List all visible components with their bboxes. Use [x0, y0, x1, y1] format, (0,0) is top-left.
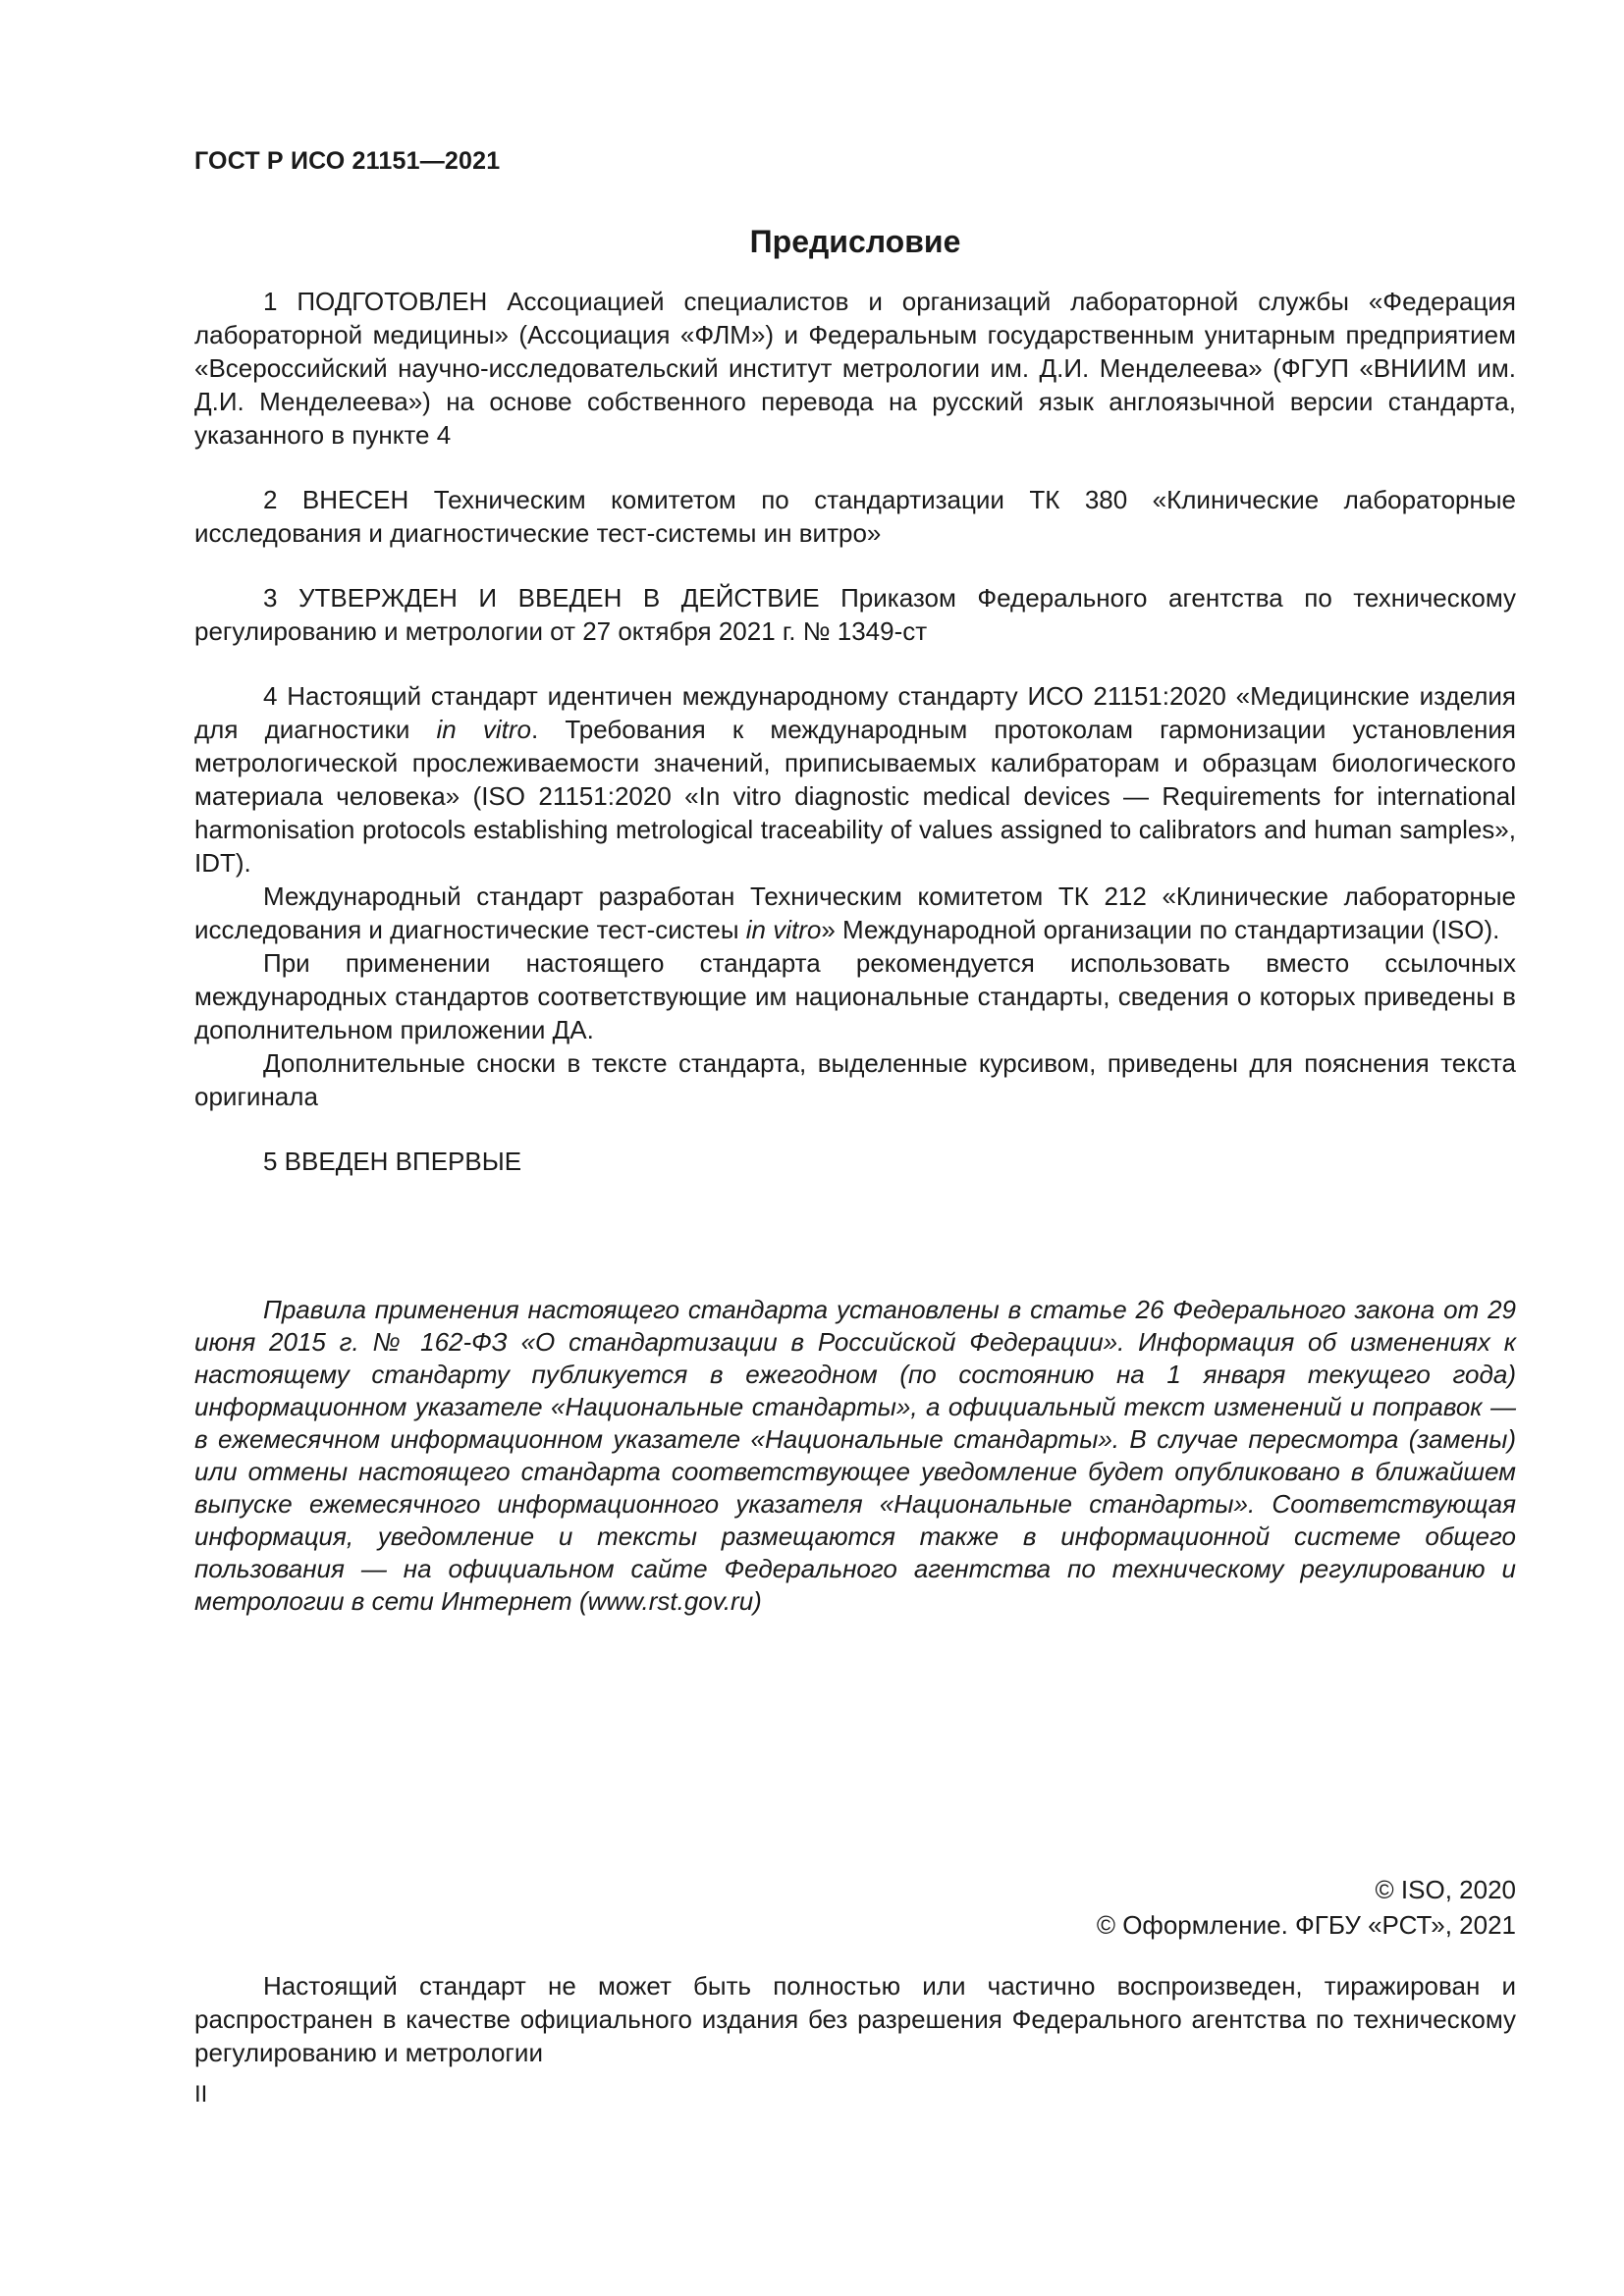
section-4-footnotes: Дополнительные сноски в тексте стандарта, выделенные курсивом, приведены для пояснения текста оригинала	[194, 1048, 1516, 1111]
section-4-national-standards: При применении настоящего стандарта рекомендуется использовать вместо ссылочных международных стандартов соответствующие им национальные стандарты, сведения о которых приведены в дополнительном приложении ДА.	[194, 948, 1516, 1044]
page-title: Предисловие	[749, 224, 961, 259]
section-4-committee	[194, 880, 1516, 946]
page-number: II	[194, 2081, 208, 2108]
document-code: ГОСТ Р ИСО 21151—2021	[194, 147, 501, 175]
committee-text-a: Международный стандарт разработан Техническим комитетом ТК 212 «Клинические лабораторные исследования и диагностические тест-систеы	[194, 881, 1516, 944]
section-5-first-time: 5 ВВЕДЕН ВПЕРВЫЕ	[263, 1147, 522, 1176]
section-2-introduced: 2 ВНЕСЕН Техническим комитетом по стандартизации ТК 380 «Клинические лабораторные исследования и диагностические тест-системы ин витро»	[194, 485, 1516, 548]
section-3-approved: 3 УТВЕРЖДЕН И ВВЕДЕН В ДЕЙСТВИЕ Приказом Федерального агентства по техническому регулированию и метрологии от 27 октября 2021 г. № 1349-ст	[194, 583, 1516, 646]
section-4-text-a: 4 Настоящий стандарт идентичен международному стандарту ИСО 21151:2020 «Медицинские изделия для диагностики	[194, 681, 1516, 744]
section-4-italic: in vitro	[436, 715, 531, 744]
copyright-rst: © Оформление. ФГБУ «РСТ», 2021	[1096, 1910, 1516, 1940]
copyright-block	[1097, 1872, 1516, 1943]
section-1-prepared: 1 ПОДГОТОВЛЕН Ассоциацией специалистов и организаций лабораторной службы «Федерация лабораторной медицины» (Ассоциация «ФЛМ») и Федеральным государственным унитарным предприятием «Всероссийский научно-исследовательский институт метрологии им. Д.И. Менделеева» (ФГУП «ВНИИМ им. Д.И. Менделеева») на основе собственного перевода на русский язык англоязычной версии стандарта, указанного в пункте 4	[194, 287, 1516, 450]
section-4-text-b: . Требования к международным протоколам гармонизации установления метрологической прослеживаемости значений, приписываемых калибраторам и образцам биологического материала человека» (ISO 21151:2020 «In vitro diagnostic medical devices — Requirements for international harmonisation protocols establishing metrological traceability of values assigned to calibrators and human samples», IDT).	[194, 715, 1517, 878]
section-4-identical	[194, 679, 1516, 880]
committee-text-b: » Международной организации по стандартизации (ISO).	[821, 915, 1500, 944]
foreword-body	[194, 285, 1516, 1178]
committee-italic: in vitro	[745, 915, 822, 944]
application-rules-notice: Правила применения настоящего стандарта установлены в статье 26 Федерального закона от 29 июня 2015 г. № 162-ФЗ «О стандартизации в Российской Федерации». Информация об изменениях к настоящему стандарту публикуется в ежегодном (по состоянию на 1 января текущего года) информационном указателе «Национальные стандарты», а официальный текст изменений и поправок — в ежемесячном информационном указателе «Национальные стандарты». В случае пересмотра (замены) или отмены настоящего стандарта соответствующее уведомление будет опубликовано в ближайшем выпуске ежемесячного информационного указателя «Национальные стандарты». Соответствующая информация, уведомление и тексты размещаются также в информационной системе общего пользования — на официальном сайте Федерального агентства по техническому регулированию и метрологии в сети Интернет (www.rst.gov.ru)	[194, 1295, 1516, 1616]
copyright-iso: © ISO, 2020	[1375, 1875, 1516, 1904]
reproduction-notice: Настоящий стандарт не может быть полностью или частично воспроизведен, тиражирован и распространен в качестве официального издания без разрешения Федерального агентства по техническому регулированию и метрологии	[194, 1971, 1516, 2067]
